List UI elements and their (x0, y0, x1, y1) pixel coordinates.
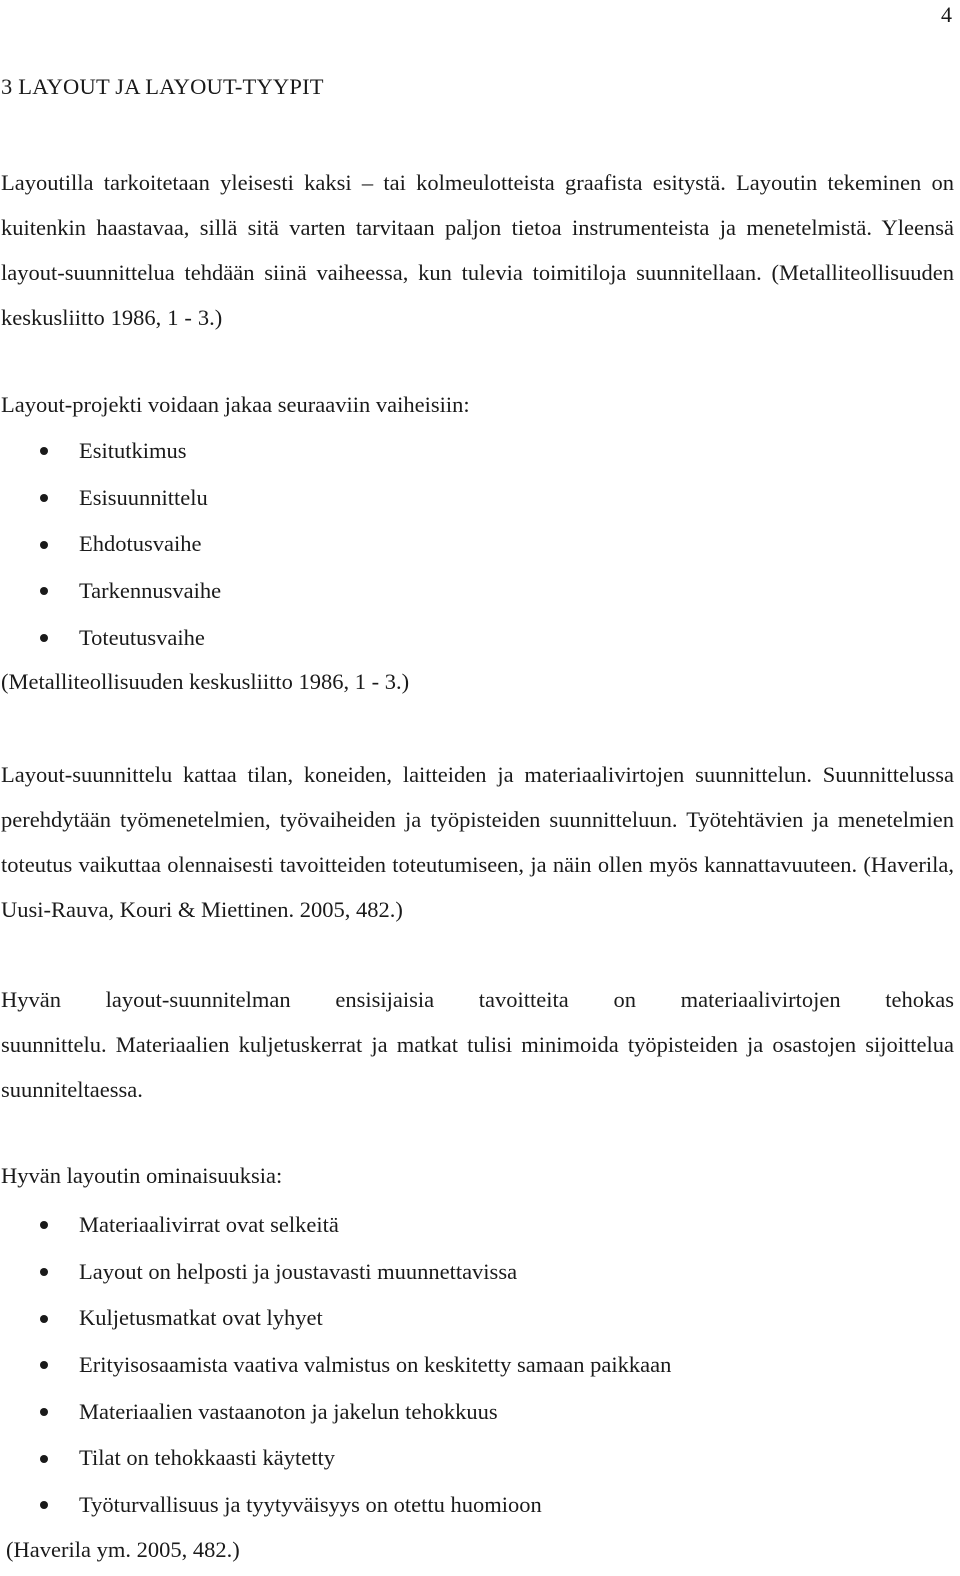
section-heading: 3 LAYOUT JA LAYOUT-TYYPIT (1, 74, 324, 99)
list-item: Työturvallisuus ja tyytyväisyys on otettu huomioon (0, 1482, 671, 1529)
page-number: 4 (941, 2, 952, 27)
bullet-icon (40, 494, 48, 502)
list-item: Layout on helposti ja joustavasti muunnettavissa (0, 1249, 671, 1296)
properties-intro: Hyvän layoutin ominaisuuksia: (1, 1163, 283, 1188)
list-item: Esitutkimus (0, 428, 221, 475)
bullet-icon (40, 587, 48, 595)
list-item: Erityisosaamista vaativa valmistus on keskitetty samaan paikkaan (0, 1342, 671, 1389)
phases-list (0, 428, 221, 661)
list-item: Materiaalien vastaanoton ja jakelun tehokkuus (0, 1389, 671, 1436)
properties-citation: (Haverila ym. 2005, 482.) (6, 1537, 240, 1562)
paragraph-line: Hyvän layout-suunnitelman ensisijaisia tavoitteita on materiaalivirtojen tehokas (1, 987, 954, 1012)
list-item: Kuljetusmatkat ovat lyhyet (0, 1295, 671, 1342)
bullet-icon (40, 1455, 48, 1463)
paragraph-layout-definition: Layoutilla tarkoitetaan yleisesti kaksi – tai kolmeulotteista graafista esitystä. Layoutin tekeminen on kuitenkin haastavaa, sillä sitä varten tarvitaan paljon tietoa instrumenteista ja menetelmistä. Yleensä layout-suunnittelua tehdään siinä vaiheessa, kun tulevia toimitiloja suunnitellaan. (Metalliteollisuuden keskusliitto 1986, 1 - 3.) (1, 170, 954, 330)
paragraph-material-flows (1, 977, 954, 1112)
bullet-icon (40, 1408, 48, 1416)
bullet-icon (40, 1361, 48, 1369)
paragraph-line: suunnittelu. Materiaalien kuljetuskerrat ja matkat tulisi minimoida työpisteiden ja osastojen sijoittelua suunniteltaessa. (1, 1032, 954, 1102)
list-item: Ehdotusvaihe (0, 521, 221, 568)
bullet-icon (40, 634, 48, 642)
properties-list (0, 1202, 671, 1529)
list-item: Tarkennusvaihe (0, 568, 221, 615)
bullet-icon (40, 1501, 48, 1509)
phases-intro: Layout-projekti voidaan jakaa seuraaviin vaiheisiin: (1, 392, 470, 417)
bullet-icon (40, 447, 48, 455)
paragraph-layout-planning: Layout-suunnittelu kattaa tilan, koneiden, laitteiden ja materiaalivirtojen suunnittelun. Suunnittelussa perehdytään työmenetelmien, työvaiheiden ja työpisteiden suunnitteluun. Työtehtävien ja menetelmien toteutus vaikuttaa olennaisesti tavoitteiden toteutumiseen, ja näin ollen myös kannattavuuteen. (Haverila, Uusi-Rauva, Kouri & Miettinen. 2005, 482.) (1, 762, 954, 922)
bullet-icon (40, 1315, 48, 1323)
list-item: Toteutusvaihe (0, 615, 221, 662)
bullet-icon (40, 1268, 48, 1276)
list-item: Materiaalivirrat ovat selkeitä (0, 1202, 671, 1249)
phases-citation: (Metalliteollisuuden keskusliitto 1986, 1 - 3.) (1, 669, 410, 694)
bullet-icon (40, 541, 48, 549)
list-item: Esisuunnittelu (0, 475, 221, 522)
bullet-icon (40, 1221, 48, 1229)
list-item: Tilat on tehokkaasti käytetty (0, 1435, 671, 1482)
